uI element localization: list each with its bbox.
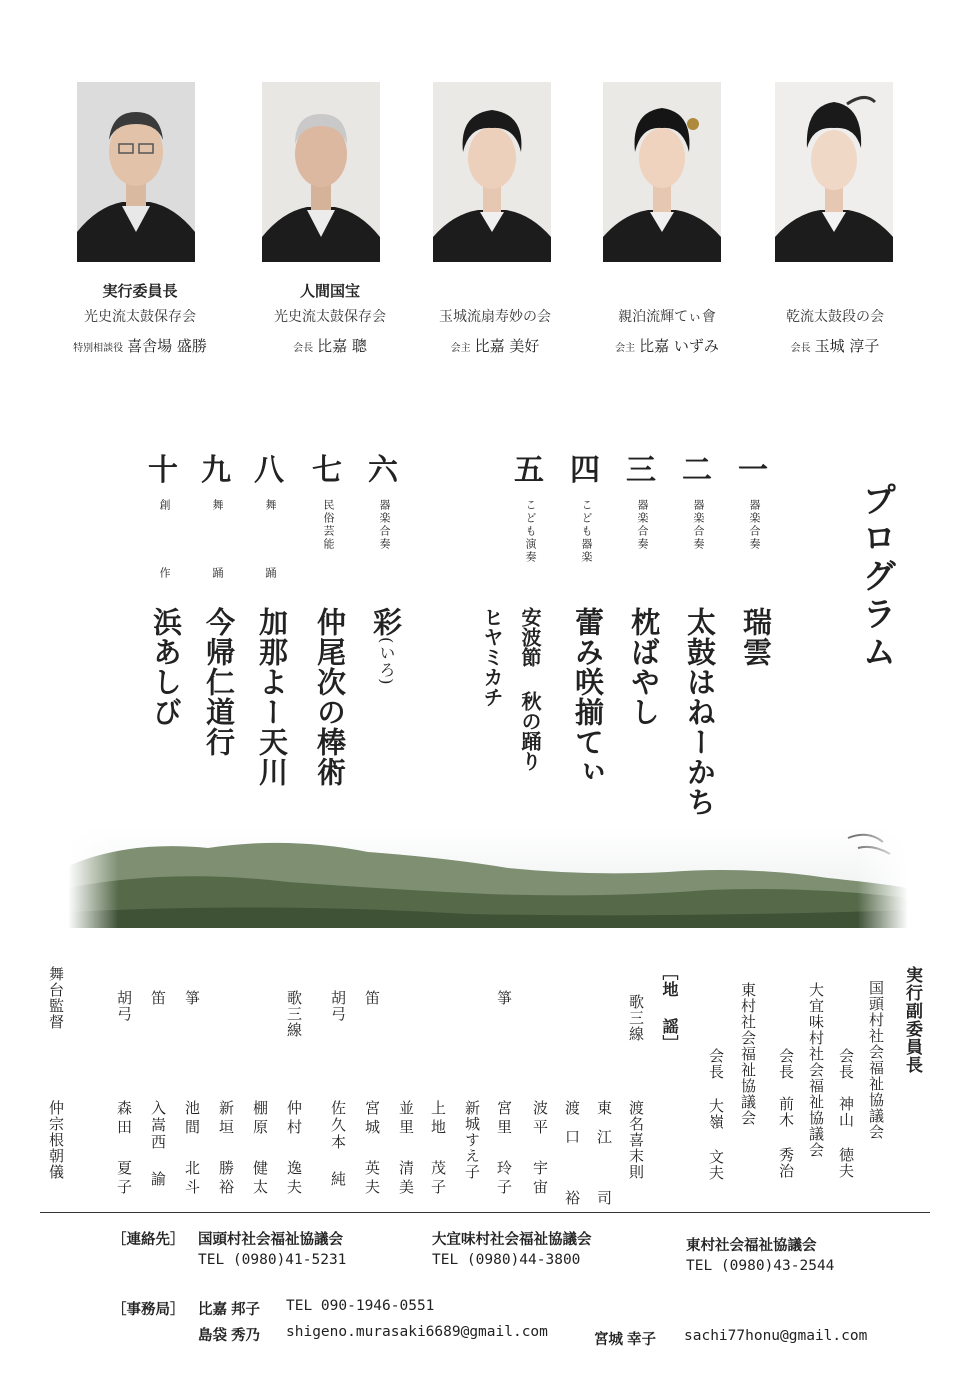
vice-chair-role: 会長 xyxy=(707,1048,725,1080)
portrait-group: 玉城流扇寿妙の会 xyxy=(439,309,551,325)
program-num: 七 xyxy=(312,453,342,488)
portrait-4 xyxy=(603,82,721,262)
musician-name: 池間 北斗 xyxy=(183,1100,201,1198)
program-num: 六 xyxy=(368,453,398,488)
office-name: 比嘉 邦子 xyxy=(198,1302,261,1318)
program-genre: こども演奏 xyxy=(524,499,537,564)
office-name: 島袋 秀乃 xyxy=(198,1328,261,1344)
section-part: 歌三線 xyxy=(627,994,645,1042)
program-title: 今帰仁道行 xyxy=(202,607,236,757)
program-genre: こども器楽 xyxy=(580,499,593,564)
stage-director-name: 仲宗根朝儀 xyxy=(47,1100,65,1180)
portrait-role: 人間国宝 xyxy=(299,282,360,300)
portrait-3 xyxy=(433,82,551,262)
section-part: 胡弓 xyxy=(329,990,347,1022)
program-num: 九 xyxy=(201,453,231,488)
portrait-5 xyxy=(775,82,893,262)
contact-org-tel: TEL (0980)44-3800 xyxy=(432,1252,581,1268)
vice-chair-role: 会長 xyxy=(777,1048,795,1080)
program-genre: 器楽合奏 xyxy=(748,499,761,551)
program-title-main: 彩 xyxy=(369,607,403,637)
portrait-name-line xyxy=(45,334,235,358)
footer-divider xyxy=(40,1212,930,1213)
program-title-2: ヒヤミカチ xyxy=(480,607,504,707)
portrait-name: 比嘉 いずみ xyxy=(639,337,719,355)
program-genre: 器楽合奏 xyxy=(378,499,391,551)
program-item-10 xyxy=(134,453,192,727)
portrait-group: 光史流太鼓保存会 xyxy=(84,309,196,325)
vice-chair-role: 会長 xyxy=(837,1048,855,1080)
portrait-group: 乾流太鼓段の会 xyxy=(786,309,884,325)
vice-chair-name: 前木 秀治 xyxy=(777,1096,795,1179)
program-title xyxy=(366,607,407,685)
vice-chair-org: 国頭村社会福祉協議会 xyxy=(867,980,885,1140)
portrait-title: 会主 xyxy=(615,343,636,354)
contact-org-tel: TEL (0980)43-2544 xyxy=(686,1258,835,1274)
program-title: 枕ばやし xyxy=(627,607,661,727)
portrait-caption-3 xyxy=(400,280,590,358)
portrait-name: 比嘉 聰 xyxy=(317,337,367,355)
portrait-title: 会長 xyxy=(293,343,314,354)
jiutai-heading: ［地 謡］ xyxy=(660,964,679,1052)
portrait-name: 喜舎場 盛勝 xyxy=(127,337,207,355)
portrait-group: 親泊流輝てぃ會 xyxy=(618,309,716,325)
portrait-photo-5 xyxy=(775,82,893,262)
program-title: 加那よー天川 xyxy=(255,607,289,787)
program-item-1 xyxy=(724,453,782,667)
section-part: 箏 xyxy=(495,990,513,1006)
office-label: ［事務局］ xyxy=(112,1302,185,1318)
program-genre: 舞 踊 xyxy=(264,499,277,600)
musician-name: 棚原 健太 xyxy=(251,1100,269,1198)
portrait-photo-4 xyxy=(603,82,721,262)
program-num: 四 xyxy=(570,453,600,488)
portrait-title: 会長 xyxy=(790,343,811,354)
office-email: sachi77honu@gmail.com xyxy=(684,1328,868,1344)
musician-name: 渡名喜末則 xyxy=(627,1100,645,1180)
program-title: 安波節 秋の踊り xyxy=(518,607,542,771)
program-title: 太鼓はねーかち xyxy=(683,607,717,817)
program-num: 十 xyxy=(148,453,178,488)
section-part: 歌三線 xyxy=(285,990,303,1038)
portrait-title: 特別相談役 xyxy=(73,343,124,354)
vice-chair-org: 東村社会福祉協議会 xyxy=(739,982,757,1126)
program-num: 五 xyxy=(514,453,544,488)
portrait-name: 玉城 淳子 xyxy=(814,337,880,355)
musician-name: 入嵩西 諭 xyxy=(149,1100,167,1188)
program-item-2 xyxy=(668,453,726,817)
office-tel: TEL 090-1946-0551 xyxy=(286,1298,435,1314)
program-heading: プログラム xyxy=(856,482,896,672)
program-genre: 器楽合奏 xyxy=(692,499,705,551)
vice-chair-name: 神山 徳夫 xyxy=(837,1096,855,1179)
program-item-4 xyxy=(556,453,614,787)
portrait-caption-1 xyxy=(45,280,235,358)
portrait-caption-4 xyxy=(572,280,762,358)
program-item-3 xyxy=(612,453,670,727)
program-num: 二 xyxy=(682,453,712,488)
program-item-9 xyxy=(187,453,245,757)
program-title: 蕾み咲揃てぃ xyxy=(571,607,605,787)
musician-name: 東江 司 xyxy=(595,1100,613,1219)
vice-chair-heading: 実行副委員長 xyxy=(902,966,922,1074)
contact-org-name: 国頭村社会福祉協議会 xyxy=(198,1232,343,1248)
section-part: 笛 xyxy=(363,990,381,1006)
contact-label: ［連絡先］ xyxy=(112,1232,185,1248)
portrait-name-line xyxy=(740,334,930,358)
portrait-name-line xyxy=(400,334,590,358)
portrait-photo-2 xyxy=(262,82,380,262)
program-title: 瑞雲 xyxy=(739,607,773,667)
contact-org-name: 大宜味村社会福祉協議会 xyxy=(432,1232,592,1248)
contact-org-name: 東村社会福祉協議会 xyxy=(686,1238,817,1254)
portrait-caption-5 xyxy=(740,280,930,358)
musician-name: 新垣 勝裕 xyxy=(217,1100,235,1198)
portrait-name: 比嘉 美好 xyxy=(474,337,540,355)
program-genre: 創 作 xyxy=(158,499,171,600)
musician-name: 宮里 玲子 xyxy=(495,1100,513,1198)
stage-director-part: 舞台監督 xyxy=(47,966,65,1030)
musician-name: 並里 清美 xyxy=(397,1100,415,1198)
program-genre: 器楽合奏 xyxy=(636,499,649,551)
musician-name: 佐久本 純 xyxy=(329,1100,347,1188)
portrait-caption-2 xyxy=(235,280,425,358)
portrait-title: 会主 xyxy=(450,343,471,354)
program-title: 仲尾次の棒術 xyxy=(313,607,347,787)
landscape-image xyxy=(68,828,908,928)
portrait-role: 実行委員長 xyxy=(102,282,178,300)
portrait-photo-1 xyxy=(77,82,195,262)
office-email: shigeno.murasaki6689@gmail.com xyxy=(286,1324,548,1340)
portrait-2 xyxy=(262,82,380,262)
portrait-photo-3 xyxy=(433,82,551,262)
program-item-6 xyxy=(354,453,412,686)
program-genre: 民俗芸能 xyxy=(322,499,335,551)
portrait-name-line xyxy=(235,334,425,358)
program-genre: 舞 踊 xyxy=(211,499,224,600)
program-title: 浜あしび xyxy=(149,607,183,727)
program-item-5 xyxy=(480,453,558,771)
musician-name: 仲村 逸夫 xyxy=(285,1100,303,1198)
section-part: 笛 xyxy=(149,990,167,1006)
portrait-group: 光史流太鼓保存会 xyxy=(274,309,386,325)
program-item-7 xyxy=(298,453,356,787)
vice-chair-org: 大宜味村社会福祉協議会 xyxy=(807,982,825,1158)
office-name: 宮城 幸子 xyxy=(594,1332,657,1348)
program-item-8 xyxy=(240,453,298,787)
musician-name: 森田 夏子 xyxy=(115,1100,133,1198)
portrait-1 xyxy=(77,82,195,262)
section-part: 箏 xyxy=(183,990,201,1006)
program-title-ruby: (いろ) xyxy=(377,637,396,686)
section-part: 胡弓 xyxy=(115,990,133,1022)
vice-chair-name: 大嶺 文夫 xyxy=(707,1098,725,1181)
musician-name: 新城すえ子 xyxy=(463,1100,481,1180)
contact-org-tel: TEL (0980)41-5231 xyxy=(198,1252,347,1268)
portrait-name-line xyxy=(572,334,762,358)
program-num: 八 xyxy=(254,453,284,488)
musician-name: 渡口 裕 xyxy=(563,1100,581,1219)
musician-name: 上地 茂子 xyxy=(429,1100,447,1198)
musician-name: 波平 宇宙 xyxy=(531,1100,549,1198)
program-num: 一 xyxy=(738,453,768,488)
program-num: 三 xyxy=(626,453,656,488)
musician-name: 宮城 英夫 xyxy=(363,1100,381,1198)
